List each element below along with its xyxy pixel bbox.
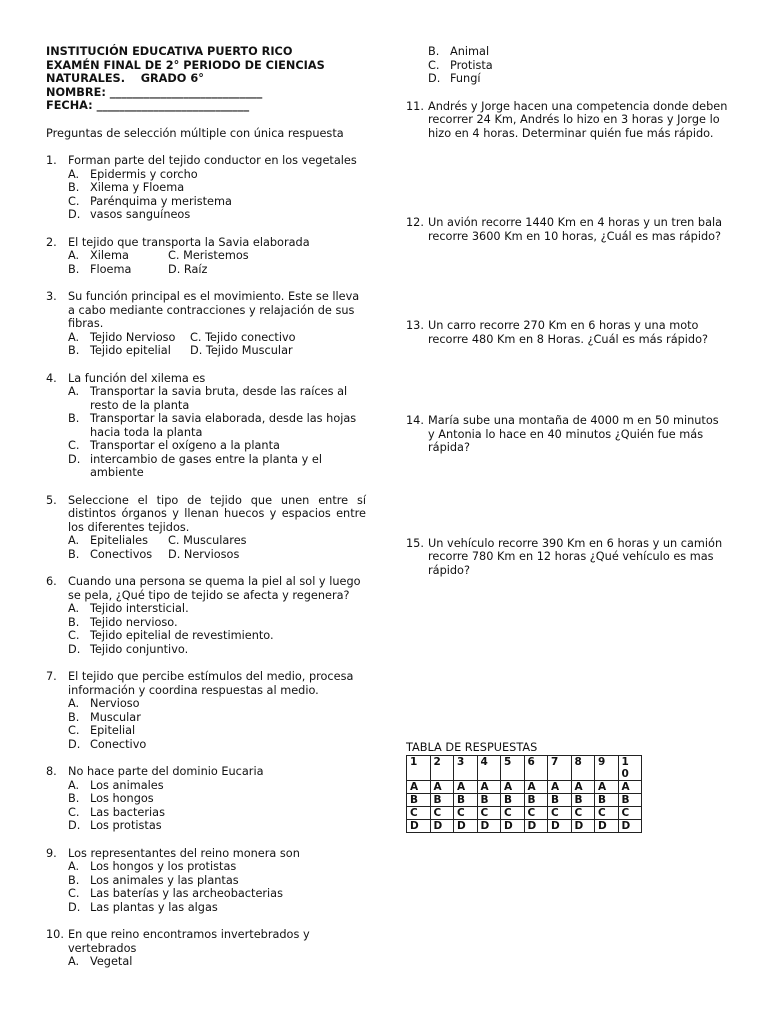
answer-choice-cell[interactable]: C: [571, 806, 595, 819]
option-letter: C.: [68, 724, 80, 737]
option-text: Los animales: [90, 778, 164, 792]
answer-table-header: [407, 755, 642, 780]
answer-option-row[interactable]: [68, 331, 366, 345]
question-list: [46, 154, 366, 969]
option-text: Las bacterias: [90, 805, 165, 819]
answer-choice-cell[interactable]: A: [548, 780, 572, 793]
option-letter: B.: [68, 344, 80, 357]
question-text: Cuando una persona se quema la piel al sol y luego se pela, ¿Qué tipo de tejido se afecta y regenera?: [68, 575, 361, 602]
question-number: 9.: [46, 846, 57, 860]
option-text: Tejido Nervioso: [90, 330, 176, 344]
question-text: Forman parte del tejido conductor en los vegetales: [68, 154, 357, 167]
option-text: Epidermis y corcho: [90, 167, 198, 181]
question-text: El tejido que percibe estímulos del medio, procesa información y coordina respuestas al medio.: [68, 670, 354, 697]
answer-option[interactable]: [68, 195, 366, 209]
answer-choice-cell[interactable]: C: [548, 806, 572, 819]
option-letter: B.: [68, 710, 80, 724]
answer-table-header-cell: 1: [407, 755, 431, 780]
question-10-continued: [406, 45, 728, 86]
option-letter: D.: [68, 208, 81, 221]
problem-number: 13.: [406, 319, 424, 332]
option-text-second: D. Raíz: [168, 262, 208, 276]
answer-choice-cell[interactable]: A: [595, 780, 619, 793]
option-letter: A.: [68, 860, 80, 873]
problem-number: 14.: [406, 414, 424, 427]
option-text: Epiteliales: [90, 534, 149, 547]
answer-table: [406, 755, 642, 833]
answer-option[interactable]: [68, 887, 366, 901]
question-text: La función del xilema es: [68, 371, 206, 385]
option-letter: B.: [428, 45, 440, 58]
answer-option[interactable]: [68, 779, 366, 793]
answer-table-header-cell: 9: [595, 755, 619, 780]
answer-choice-cell[interactable]: A: [477, 780, 501, 793]
problem-text: Un avión recorre 1440 Km en 4 horas y un tren bala recorre 3600 Km en 10 horas, ¿Cuál es mas rápido?: [428, 216, 723, 243]
answer-choice-cell[interactable]: B: [595, 793, 619, 806]
answer-choice-cell[interactable]: D: [501, 819, 525, 832]
option-text: Las plantas y las algas: [90, 900, 218, 914]
option-text-second: D. Tejido Muscular: [190, 344, 293, 357]
question-text: Los representantes del reino monera son: [68, 846, 300, 860]
problem-text: María sube una montaña de 4000 m en 50 minutos y Antonia lo hace en 40 minutos ¿Quién fue más rápida?: [428, 414, 719, 454]
answer-table-header-cell: 6: [524, 755, 548, 780]
question-item: [46, 575, 366, 656]
option-text: Conectivos: [90, 547, 153, 561]
answer-choice-cell[interactable]: B: [454, 793, 478, 806]
option-text: Conectivo: [90, 737, 147, 751]
problem-number: 15.: [406, 536, 424, 550]
answer-choice-cell[interactable]: B: [548, 793, 572, 806]
name-field[interactable]: NOMBRE: ___________________________: [46, 85, 263, 99]
option-letter: D.: [68, 819, 81, 832]
answer-choice-cell[interactable]: B: [571, 793, 595, 806]
question-item: [46, 670, 366, 751]
question-item: [46, 372, 366, 480]
answer-table-row: [407, 806, 642, 819]
problem-item: [406, 537, 728, 578]
option-text: intercambio de gases entre la planta y el ambiente: [90, 452, 322, 479]
option-text: Tejido epitelial: [90, 344, 171, 357]
answer-choice-cell[interactable]: D: [571, 819, 595, 832]
question-number: 8.: [46, 765, 57, 778]
question-item: [46, 847, 366, 915]
option-letter: C.: [68, 194, 80, 208]
answer-choice-cell[interactable]: A: [454, 780, 478, 793]
answer-choice-cell[interactable]: C: [430, 806, 454, 819]
option-text: Tejido intersticial.: [90, 602, 189, 615]
answer-choice-cell[interactable]: D: [595, 819, 619, 832]
answer-option[interactable]: [68, 697, 366, 711]
answer-option[interactable]: [68, 181, 366, 195]
question-text: El tejido que transporta la Savia elaborada: [68, 235, 310, 249]
option-text: Epitelial: [90, 724, 136, 737]
option-letter: C.: [68, 887, 80, 900]
question-text: Su función principal es el movimiento. Este se lleva a cabo mediante contracciones y relajación de sus fibras.: [68, 290, 360, 330]
option-letter: C.: [68, 805, 80, 819]
answer-choice-cell[interactable]: D: [524, 819, 548, 832]
answer-table-section: [406, 741, 642, 833]
question-number: 2.: [46, 235, 57, 249]
answer-option[interactable]: [68, 385, 366, 412]
answer-choice-cell[interactable]: D: [618, 819, 642, 832]
answer-choice-cell[interactable]: C: [618, 806, 642, 819]
option-letter: B.: [68, 412, 80, 425]
option-letter: A.: [68, 697, 80, 710]
option-letter: A.: [68, 778, 80, 792]
date-field[interactable]: FECHA: ___________________________: [46, 99, 250, 112]
answer-option[interactable]: [68, 901, 366, 915]
answer-table-header-cell: 7: [548, 755, 572, 780]
answer-table-row: [407, 819, 642, 832]
answer-option[interactable]: [68, 168, 366, 182]
answer-option[interactable]: [68, 819, 366, 833]
question-item: [46, 236, 366, 277]
option-letter: C.: [68, 629, 80, 642]
answer-choice-cell[interactable]: A: [501, 780, 525, 793]
option-letter: C.: [68, 439, 80, 452]
question-item: [46, 494, 366, 562]
answer-option[interactable]: [68, 208, 366, 222]
option-text: Los animales y las plantas: [90, 873, 239, 887]
answer-option-row[interactable]: [68, 548, 366, 562]
option-text: Floema: [90, 262, 132, 276]
answer-table-title: TABLA DE RESPUESTAS: [406, 741, 538, 754]
option-text: Los protistas: [90, 819, 162, 832]
option-letter: B.: [68, 792, 80, 805]
option-text-second: C. Tejido conectivo: [190, 330, 296, 344]
question-number: 5.: [46, 493, 57, 507]
answer-choice-cell[interactable]: A: [407, 780, 431, 793]
answer-option[interactable]: [68, 439, 366, 453]
answer-choice-cell[interactable]: A: [430, 780, 454, 793]
option-letter: A.: [68, 602, 80, 615]
exam-subject: NATURALES. GRADO 6°: [46, 72, 204, 85]
problem-number: 11.: [406, 99, 424, 113]
option-text: Fungí: [450, 72, 481, 85]
option-text: Tejido epitelial de revestimiento.: [90, 629, 274, 642]
option-text-second: C. Meristemos: [168, 249, 249, 262]
answer-table-header-cell: 8: [571, 755, 595, 780]
answer-choice-cell[interactable]: A: [618, 780, 642, 793]
option-letter: B.: [68, 615, 80, 629]
option-text: Muscular: [90, 710, 141, 724]
option-letter: D.: [68, 642, 81, 656]
option-text: Tejido conjuntivo.: [90, 642, 189, 656]
answer-option-row[interactable]: [68, 344, 366, 358]
option-text: Vegetal: [90, 955, 133, 968]
option-text: Los hongos y los protistas: [90, 860, 237, 873]
answer-table-header-cell: 5: [501, 755, 525, 780]
answer-choice-cell[interactable]: D: [454, 819, 478, 832]
answer-option[interactable]: [68, 874, 366, 888]
question-item: [46, 154, 366, 222]
exam-header: [46, 45, 366, 113]
option-text: Los hongos: [90, 792, 154, 805]
question-text: En que reino encontramos invertebrados y vertebrados: [68, 928, 310, 955]
answer-option[interactable]: [68, 724, 366, 738]
question-number: 7.: [46, 670, 57, 683]
answer-choice-cell[interactable]: C: [477, 806, 501, 819]
problem-text: Andrés y Jorge hacen una competencia donde deben recorrer 24 Km, Andrés lo hizo en 3 horas y Jorge lo hizo en 4 horas. Determinar quién fue más rápido.: [428, 99, 728, 140]
option-text: Xilema: [90, 249, 129, 262]
answer-option[interactable]: [68, 806, 366, 820]
option-letter: D.: [68, 452, 81, 466]
problem-number: 12.: [406, 216, 424, 229]
answer-choice-cell[interactable]: B: [501, 793, 525, 806]
answer-table-header-cell: 3: [454, 755, 478, 780]
option-letter: B.: [68, 873, 80, 887]
problem-text: Un carro recorre 270 Km en 6 horas y una moto recorre 480 Km en 8 Horas. ¿Cuál es más rápido?: [428, 319, 709, 346]
answer-option[interactable]: [68, 792, 366, 806]
answer-choice-cell[interactable]: C: [595, 806, 619, 819]
option-text: Las baterías y las archeobacterias: [90, 887, 283, 900]
answer-choice-cell[interactable]: C: [524, 806, 548, 819]
instructions: Preguntas de selección múltiple con única respuesta: [46, 126, 344, 140]
answer-option[interactable]: [68, 629, 366, 643]
answer-choice-cell[interactable]: C: [501, 806, 525, 819]
answer-option[interactable]: [68, 955, 366, 969]
option-letter: D.: [68, 737, 81, 751]
answer-choice-cell[interactable]: B: [477, 793, 501, 806]
option-letter: A.: [68, 385, 80, 398]
problem-item: [406, 414, 728, 455]
answer-option[interactable]: [68, 616, 366, 630]
option-letter: D.: [428, 72, 441, 85]
question-text: No hace parte del dominio Eucaria: [68, 765, 264, 778]
answer-choice-cell[interactable]: C: [407, 806, 431, 819]
answer-option[interactable]: [428, 59, 728, 73]
answer-option-row[interactable]: [68, 534, 366, 548]
question-number: 3.: [46, 290, 57, 303]
option-text: Parénquima y meristema: [90, 194, 232, 208]
option-letter: A.: [68, 249, 80, 262]
answer-option[interactable]: [68, 643, 366, 657]
answer-table-row: [407, 780, 642, 793]
option-letter: B.: [68, 547, 80, 561]
option-letter: A.: [68, 955, 80, 968]
answer-choice-cell[interactable]: D: [407, 819, 431, 832]
answer-choice-cell[interactable]: B: [430, 793, 454, 806]
question-text: Seleccione el tipo de tejido que unen entre sí distintos órganos y llenan huecos y espacios entre los diferentes tejidos.: [68, 493, 366, 534]
option-letter: A.: [68, 534, 80, 547]
problem-text: Un vehículo recorre 390 Km en 6 horas y un camión recorre 780 Km en 12 horas ¿Qué vehículo es mas rápido?: [428, 536, 723, 577]
answer-option-row[interactable]: [68, 263, 366, 277]
option-text: Transportar la savia elaborada, desde las hojas hacia toda la planta: [90, 412, 357, 439]
answer-choice-cell[interactable]: B: [524, 793, 548, 806]
question-number: 4.: [46, 371, 57, 385]
exam-title: EXAMÉN FINAL DE 2° PERIODO DE CIENCIAS: [46, 58, 325, 72]
question-number: 10.: [46, 928, 64, 941]
answer-choice-cell[interactable]: A: [571, 780, 595, 793]
answer-choice-cell[interactable]: D: [430, 819, 454, 832]
option-letter: A.: [68, 330, 80, 344]
answer-table-row: [407, 793, 642, 806]
option-text-second: D. Nerviosos: [168, 547, 240, 561]
answer-choice-cell[interactable]: A: [524, 780, 548, 793]
option-text: Nervioso: [90, 697, 140, 710]
problem-item: [406, 216, 728, 243]
answer-option[interactable]: [428, 45, 728, 59]
option-text: Tejido nervioso.: [90, 615, 178, 629]
question-item: [46, 765, 366, 833]
answer-choice-cell[interactable]: B: [618, 793, 642, 806]
option-letter: B.: [68, 262, 80, 276]
problem-item: [406, 100, 728, 141]
answer-option[interactable]: [68, 738, 366, 752]
answer-option[interactable]: [68, 453, 366, 480]
question-number: 1.: [46, 154, 57, 167]
option-text: Animal: [450, 45, 490, 58]
option-text: Transportar el oxígeno a la planta: [90, 439, 280, 452]
option-letter: D.: [68, 900, 81, 914]
question-number: 6.: [46, 575, 57, 588]
option-text-second: C. Musculares: [168, 534, 247, 547]
question-item: [46, 290, 366, 358]
answer-choice-cell[interactable]: B: [407, 793, 431, 806]
answer-option[interactable]: [68, 602, 366, 616]
right-column: [406, 45, 728, 832]
problem-item: [406, 319, 728, 346]
answer-table-header-cell: 2: [430, 755, 454, 780]
option-text: Xilema y Floema: [90, 181, 185, 194]
answer-option-row[interactable]: [68, 249, 366, 263]
answer-option[interactable]: [68, 860, 366, 874]
answer-option[interactable]: [68, 412, 366, 439]
answer-option[interactable]: [68, 711, 366, 725]
option-text: vasos sanguíneos: [90, 208, 191, 221]
school-name: INSTITUCIÓN EDUCATIVA PUERTO RICO: [46, 45, 293, 58]
answer-choice-cell[interactable]: C: [454, 806, 478, 819]
answer-table-header-cell: 4: [477, 755, 501, 780]
problem-list: [406, 100, 728, 578]
question-item: [46, 928, 366, 969]
answer-choice-cell[interactable]: D: [548, 819, 572, 832]
option-text: Protista: [450, 58, 493, 72]
option-letter: C.: [428, 58, 440, 72]
answer-table-header-cell: 1 0: [618, 755, 642, 780]
answer-choice-cell[interactable]: D: [477, 819, 501, 832]
answer-option[interactable]: [428, 72, 728, 86]
option-letter: B.: [68, 181, 80, 194]
option-text: Transportar la savia bruta, desde las raíces al resto de la planta: [90, 385, 348, 412]
option-letter: A.: [68, 167, 80, 181]
left-column: [46, 45, 366, 969]
